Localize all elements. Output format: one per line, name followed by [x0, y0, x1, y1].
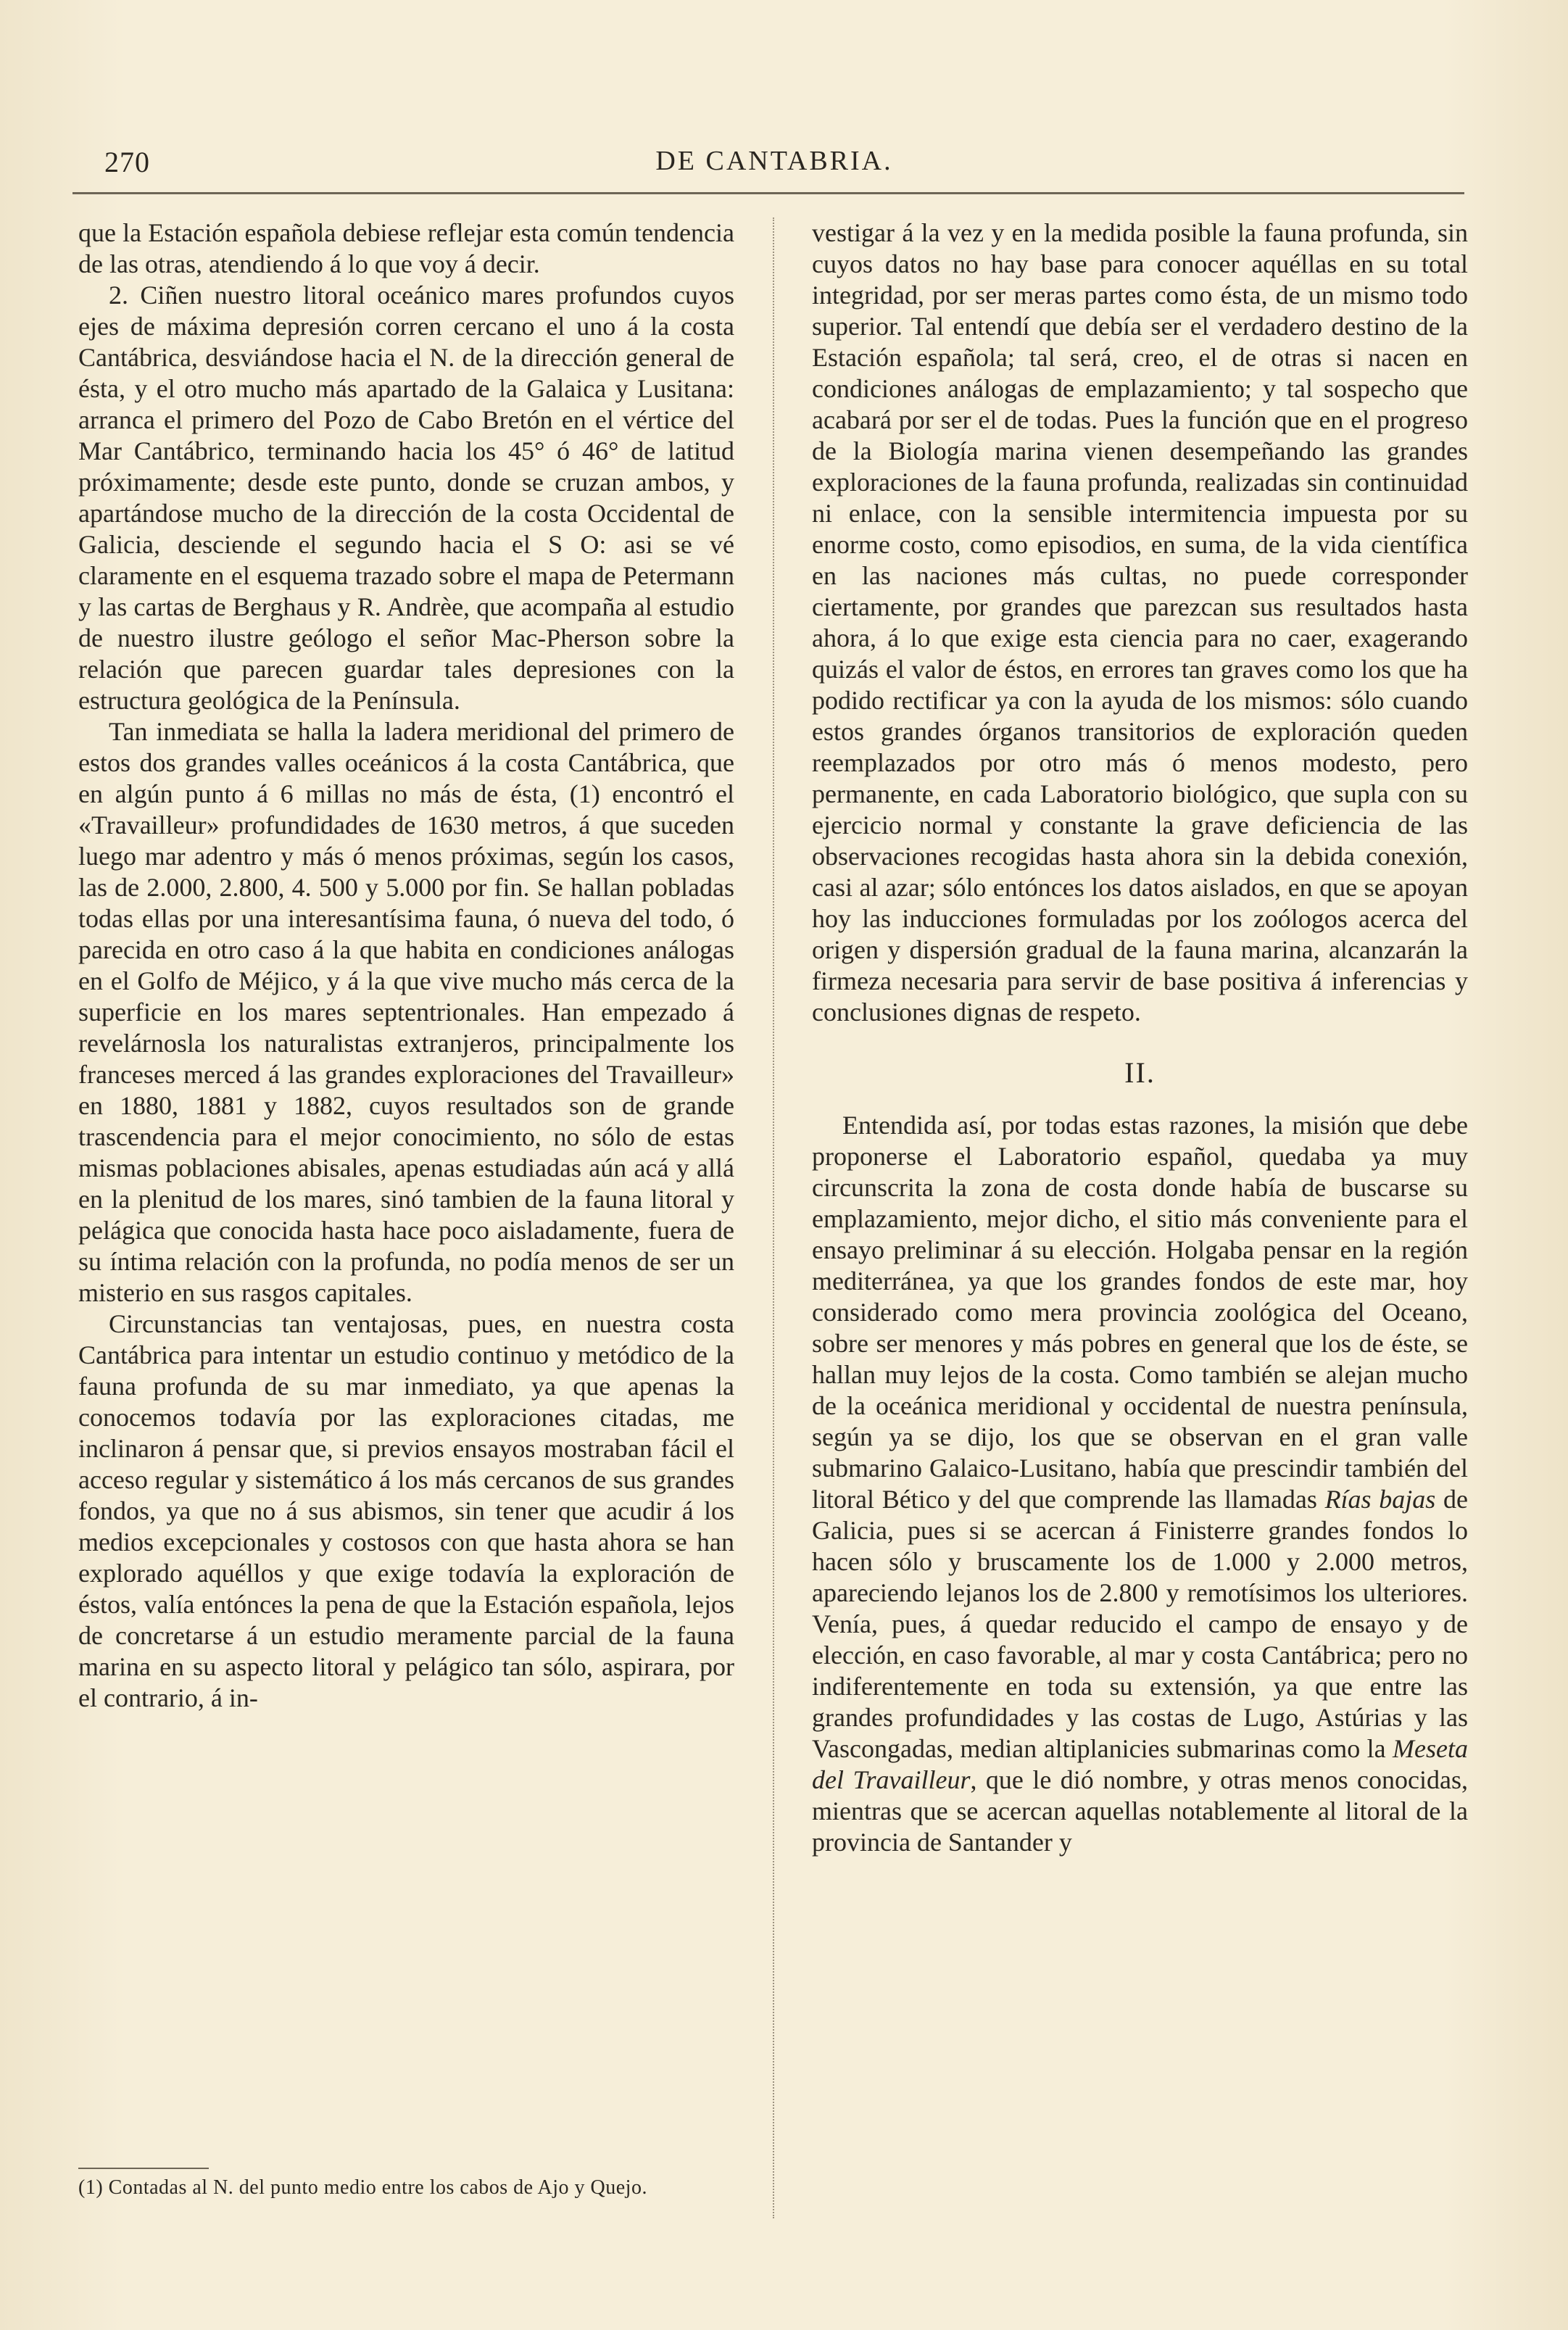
footnote-rule	[78, 2168, 209, 2169]
paragraph-text: de Galicia, pues si se acercan á Finisterre grandes fondos lo hacen sólo y bruscamente los de 1.000 y 2.000 metros, apareciendo lejanos los de 2.800 y remotísimos los ulteriores. Venía, pues, á quedar reducido el campo de ensayo y de elección, en caso favorable, al mar y costa Cantábrica; pero no indiferentemente en toda su extensión, ya que entre las grandes profundidades y las costas de Lugo, Astúrias y las Vascongadas, median altiplanicies submarinas como la	[812, 1485, 1469, 1763]
left-paragraph-4: Circunstancias tan ventajosas, pues, en nuestra costa Cantábrica para intentar un estudio continuo y metódico de la fauna profunda de su mar inmediato, ya que apenas la conocemos todavía por las exploraciones citadas, me inclinaron á pensar que, si previos ensayos mostraban fácil el acceso regular y sistemático á los más cercanos de sus grandes fondos, ya que no á sus abismos, sin tener que acudir á los medios excepcionales y costosos con que hasta ahora se han explorado aquéllos y que exige todavía la exploración de éstos, valía entónces la pena de que la Estación española, lejos de concretarse á un estudio meramente parcial de la fauna marina en su aspecto litoral y pelágico tan sólo, aspirara, por el contrario, á in-	[78, 1309, 734, 1712]
right-paragraph-2	[812, 1110, 1468, 1858]
page-header	[78, 145, 1470, 188]
paragraph-text: Entendida así, por todas estas razones, la misión que debe proponerse el Laboratorio español, quedaba ya muy circunscrita la zona de costa donde había de buscarse su emplazamiento, mejor dicho, el sitio más conveniente para el ensayo preliminar á su elección. Holgaba pensar en la región mediterránea, ya que los grandes fondos de este mar, hoy considerado como mera provincia zoológica del Oceano, sobre ser menores y más pobres en general que los de éste, se hallan muy lejos de la costa. Como también se alejan mucho de la oceánica meridional y occidental de nuestra península, según ya se dijo, los que se observan en el gran valle submarino Galaico-Lusitano, había que prescindir también del litoral Bético y del que comprende las llamadas	[812, 1111, 1468, 1514]
footnote: (1) Contadas al N. del punto medio entre los cabos de Ajo y Quejo.	[78, 2176, 647, 2199]
page-number: 270	[104, 146, 150, 178]
right-column	[812, 217, 1468, 1858]
right-paragraph-1: vestigar á la vez y en la medida posible la fauna profunda, sin cuyos datos no hay base para conocer aquéllas en su total integridad, por ser meras partes como ésta, de un mismo todo superior. Tal entendí que debía ser el verdadero destino de la Estación española; tal será, creo, el de otras si nacen en condiciones análogas de emplazamiento; y tal sospecho que acabará por ser el de todas. Pues la función que en el progreso de la Biología marina vienen desempeñando las grandes exploraciones de la fauna profunda, realizadas sin continuidad ni enlace, con la sensible intermitencia impuesta por su enorme costo, como episodios, en suma, de la vida científica en las naciones más cultas, no puede corresponder ciertamente, por grandes que parezcan sus resultados hasta ahora, á lo que exige esta ciencia para no caer, exagerando quizás el valor de éstos, en errores tan graves como los que ha podido rectificar ya con la ayuda de los mismos: sólo cuando estos grandes órganos transitorios de exploración queden reemplazados por otro más ó menos modesto, pero permanente, en cada Laboratorio biológico, que supla con su ejercicio normal y constante la grave deficiencia de las observaciones recogidas hasta ahora sin la debida conexión, casi al azar; sólo entónces los datos aislados, en que se apoyan hoy las inducciones formuladas por los zoólogos acerca del origen y dispersión gradual de la fauna marina, alcanzarán la firmeza necesaria para servir de base positiva á inferencias y conclusiones dignas de respeto.	[812, 218, 1468, 1027]
left-paragraph-3: Tan inmediata se halla la ladera meridional del primero de estos dos grandes valles oceánicos á la costa Cantábrica, que en algún punto á 6 millas no más de ésta, (1) encontró el «Travailleur» profundidades de 1630 metros, á que suceden luego mar adentro y más ó menos próximas, según los casos, las de 2.000, 2.800, 4. 500 y 5.000 por fin. Se hallan pobladas todas ellas por una interesantísima fauna, ó nueva del todo, ó parecida en otro caso á la que habita en condiciones análogas en el Golfo de Méjico, y á la que vive mucho más cerca de la superficie en los mares septentrionales. Han empezado á revelárnosla los naturalistas extranjeros, principalmente los franceses merced á las grandes exploraciones del Travailleur» en 1880, 1881 y 1882, cuyos resultados son de grande trascendencia para el mejor conocimiento, no sólo de estas mismas poblaciones abisales, apenas estudiadas aún acá y allá en la plenitud de los mares, sinó tambien de la fauna litoral y pelágica que conocida hasta hace poco aisladamente, fuera de su íntima relación con la profunda, no podía menos de ser un misterio en sus rasgos capitales.	[78, 717, 734, 1307]
running-title: DE CANTABRIA.	[655, 146, 893, 176]
italic-meseta-travailleur: Meseta del Travailleur	[812, 1734, 1468, 1794]
column-divider	[773, 217, 774, 2218]
italic-rias-bajas: Rías bajas	[1324, 1485, 1436, 1514]
paragraph-text: , que le dió nombre, y otras menos conocidas, mientras que se acercan aquellas notablemente al litoral de la provincia de Santander y	[812, 1765, 1468, 1857]
left-paragraph-1: que la Estación española debiese reflejar esta común tendencia de las otras, atendiendo á lo que voy á decir.	[78, 218, 734, 278]
header-rule	[72, 192, 1464, 194]
left-column	[78, 217, 734, 1714]
left-paragraph-2: 2. Ciñen nuestro litoral oceánico mares profundos cuyos ejes de máxima depresión corren cercano el uno á la costa Cantábrica, desviándose hacia el N. de la dirección general de ésta, y el otro mucho más apartado de la Galaica y Lusitana: arranca el primero del Pozo de Cabo Bretón en el vértice del Mar Cantábrico, terminando hacia los 45° ó 46° de latitud próximamente; desde este punto, donde se cruzan ambos, y apartándose mucho de la dirección de la costa Occidental de Galicia, desciende el segundo hacia el S O: asi se vé claramente en el esquema trazado sobre el mapa de Petermann y las cartas de Berghaus y R. Andrèe, que acompaña al estudio de nuestro ilustre geólogo el señor Mac-Pherson sobre la relación que parecen guardar tales depresiones con la estructura geológica de la Península.	[78, 281, 734, 715]
section-heading: II.	[1124, 1056, 1156, 1089]
